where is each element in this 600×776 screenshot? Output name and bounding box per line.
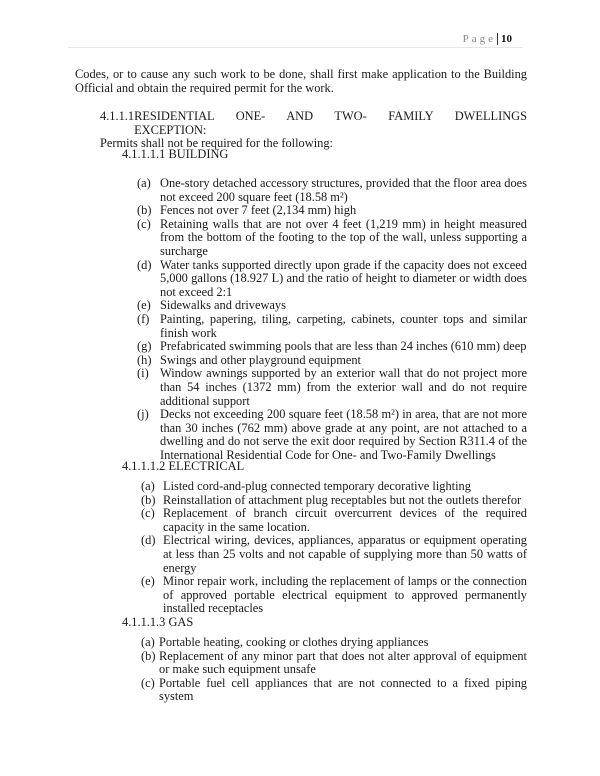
item-text: Reinstallation of attachment plug receptables but not the outlets therefor <box>163 492 522 507</box>
item-label: (b) <box>141 492 156 507</box>
building-list-item <box>137 259 527 300</box>
item-label: (g) <box>137 339 152 354</box>
item-text: Retaining walls that are not over 4 feet (1,219 mm) in height measured from the bottom of the footing to the top of the wall, unless supporting a surcharge <box>160 216 527 258</box>
building-list-item <box>137 313 527 340</box>
header-divider <box>68 47 523 48</box>
building-heading: 4.1.1.1.1 BUILDING <box>122 147 229 161</box>
item-text: Listed cord-and-plug connected temporary decorative lighting <box>163 479 471 493</box>
item-label: (a) <box>141 635 155 649</box>
section-title: RESIDENTIAL ONE- AND TWO- FAMILY DWELLINGS EXCEPTION: <box>134 109 527 137</box>
item-text: Sidewalks and driveways <box>160 298 286 313</box>
item-text: Water tanks supported directly upon grade if the capacity does not exceed 5,000 gallons (18.927 L) and the ratio of height to diameter or width does not exceed 2:1 <box>160 257 527 299</box>
building-list-item <box>137 367 527 408</box>
item-label: (d) <box>141 533 156 548</box>
building-list-item <box>137 340 527 354</box>
item-label: (c) <box>141 675 155 690</box>
electrical-list-item <box>137 494 527 508</box>
item-text: Prefabricated swimming pools that are less than 24 inches (610 mm) deep <box>160 339 527 354</box>
page-header <box>463 33 512 47</box>
item-text: Replacement of any minor part that does not alter approval of equipment or make such equipment unsafe <box>159 648 527 677</box>
section-number: 4.1.1.1 <box>100 109 135 123</box>
item-label: (j) <box>137 407 149 422</box>
page-label: Page <box>462 33 496 45</box>
item-text: Portable heating, cooking or clothes drying appliances <box>159 635 429 649</box>
gas-list-item <box>137 677 527 704</box>
page-number: 10 <box>497 33 512 45</box>
item-label: (i) <box>137 366 149 381</box>
electrical-list-item <box>137 575 527 616</box>
electrical-list-item <box>137 534 527 575</box>
building-list-item <box>137 177 527 204</box>
gas-list <box>137 636 527 704</box>
intro-paragraph: Codes, or to cause any such work to be done, shall first make application to the Building Official and obtain the required permit for the work. <box>75 67 527 95</box>
gas-list-item <box>137 636 527 650</box>
item-text: Painting, papering, tiling, carpeting, cabinets, counter tops and similar finish work <box>160 311 527 340</box>
building-list-item <box>137 354 527 368</box>
item-label: (h) <box>137 352 152 367</box>
electrical-list <box>137 480 527 616</box>
item-text: Decks not exceeding 200 square feet (18.58 m²) in area, that are not more than 30 inches (762 mm) above grade at any point, are not attached to a dwelling and do not serve the exit door required by Section R311.4 of the International Residential Code for One- and Two-Family Dwellings <box>160 407 527 462</box>
section-heading <box>100 110 527 151</box>
item-text: Swings and other playground equipment <box>160 352 361 367</box>
gas-heading: 4.1.1.1.3 GAS <box>122 615 194 629</box>
item-label: (d) <box>137 257 152 272</box>
electrical-list-item <box>137 480 527 494</box>
item-label: (c) <box>137 216 151 231</box>
item-label: (a) <box>141 479 155 493</box>
item-label: (b) <box>137 203 152 218</box>
item-label: (e) <box>137 298 151 313</box>
item-label: (a) <box>137 176 151 190</box>
electrical-heading: 4.1.1.1.2 ELECTRICAL <box>122 459 245 473</box>
item-text: Electrical wiring, devices, appliances, apparatus or equipment operating at less than 25 volts and not capable of supplying more than 50 watts of energy <box>163 533 527 575</box>
gas-list-item <box>137 650 527 677</box>
electrical-list-item <box>137 507 527 534</box>
item-text: Portable fuel cell appliances that are not connected to a fixed piping system <box>159 675 527 704</box>
item-label: (e) <box>141 574 155 589</box>
item-label: (c) <box>141 506 155 521</box>
item-text: Window awnings supported by an exterior wall that do not project more than 54 inches (1372 mm) from the exterior wall and do not require additional support <box>160 366 527 408</box>
building-list <box>137 177 527 462</box>
item-text: Fences not over 7 feet (2,134 mm) high <box>160 203 357 218</box>
section-subtitle: Permits shall not be required for the following: <box>100 136 333 151</box>
building-list-item <box>137 299 527 313</box>
building-list-item <box>137 204 527 218</box>
item-text: Replacement of branch circuit overcurrent devices of the required capacity in the same location. <box>163 506 527 534</box>
item-label: (f) <box>137 311 150 326</box>
item-label: (b) <box>141 648 156 663</box>
building-list-item <box>137 218 527 259</box>
item-text: One-story detached accessory structures, provided that the floor area does not exceed 200 square feet (18.58 m²) <box>160 176 527 204</box>
building-list-item <box>137 408 527 462</box>
item-text: Minor repair work, including the replacement of lamps or the connection of approved portable electrical equipment to approved permanently installed receptacles <box>163 574 527 616</box>
